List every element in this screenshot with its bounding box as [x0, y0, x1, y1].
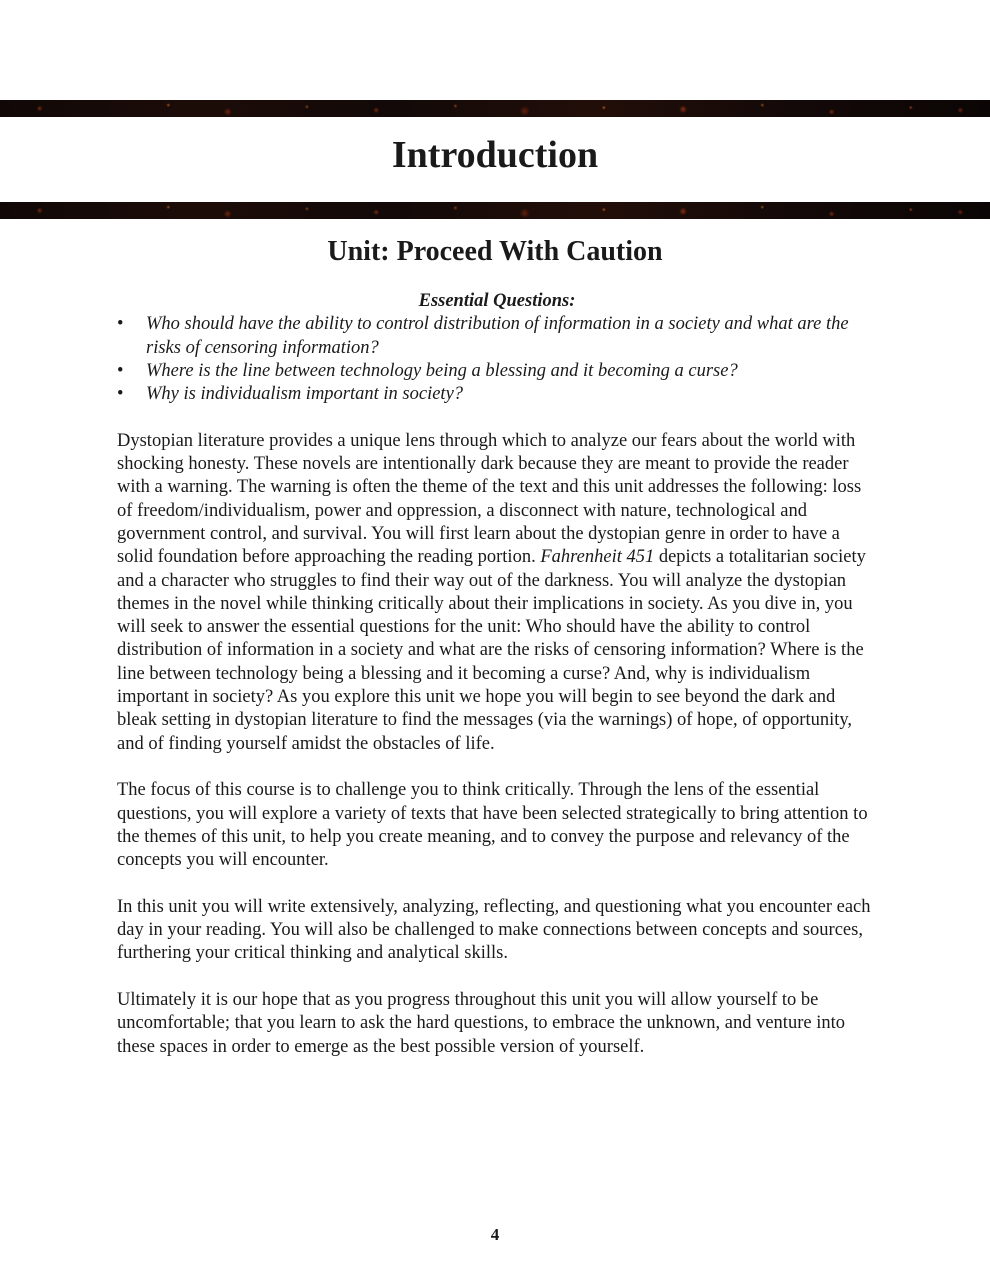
ember-banner-bottom — [0, 202, 990, 219]
closing-paragraph: Ultimately it is our hope that as you progress throughout this unit you will allow yourself to be uncomfortable; that you learn to ask the hard questions, to embrace the unknown, and venture into these spaces in order to emerge as the best possible version of yourself. — [117, 989, 845, 1057]
intro-text-end: depicts a totalitarian society and a character who struggles to find their way out of the darkness. You will analyze the dystopian themes in the novel while thinking critically about their implications in society. As you dive in, you will seek to answer the essential questions for the unit: Who should have the ability to control distribution of information in a society and what are the risks of censoring information? Where is the line between technology being a blessing and it becoming a curse? And, why is individualism important in society? As you explore this unit we hope you will begin to see beyond the dark and bleak setting in dystopian literature to find the messages (via the warnings) of hope, of opportunity, and of finding yourself amidst the obstacles of life. — [117, 547, 866, 754]
bullet-icon: • — [117, 314, 124, 335]
ember-banner-top — [0, 100, 990, 117]
intro-paragraph — [117, 430, 877, 756]
bullet-icon: • — [117, 384, 124, 405]
page-title: Introduction — [391, 134, 599, 176]
question-text: Who should have the ability to control distribution of information in a society and what are the risks of censoring information? — [146, 314, 849, 358]
page-number: 4 — [490, 1225, 500, 1244]
list-item — [117, 360, 877, 383]
intro-text-start: Dystopian literature provides a unique lens through which to analyze our fears about the world with shocking honesty. These novels are intentionally dark because they are meant to provide the reader with a warning. The warning is often the theme of the text and this unit addresses the following: loss of freedom/individualism, power and oppression, a disconnect with nature, technological and government control, and survival. You will first learn about the dystopian genre in order to have a solid foundation before approaching the reading portion. — [117, 430, 862, 568]
main-content — [117, 290, 877, 1059]
list-item — [117, 313, 877, 360]
question-text: Where is the line between technology being a blessing and it becoming a curse? — [146, 360, 738, 381]
list-item — [117, 383, 877, 406]
writing-paragraph: In this unit you will write extensively, analyzing, reflecting, and questioning what you encounter each day in your reading. You will also be challenged to make connections between concepts and sources, furthering your critical thinking and analytical skills. — [117, 896, 871, 964]
bullet-icon: • — [117, 360, 124, 381]
unit-title: Unit: Proceed With Caution — [327, 236, 663, 267]
book-title: Fahrenheit 451 — [540, 547, 655, 568]
question-text: Why is individualism important in society? — [146, 384, 464, 405]
essential-questions-list — [117, 313, 877, 406]
focus-paragraph: The focus of this course is to challenge you to think critically. Through the lens of the essential questions, you will explore a variety of texts that have been selected strategically to bring attention to the themes of this unit, to help you create meaning, and to convey the purpose and relevancy of the concepts you will encounter. — [117, 780, 868, 871]
essential-questions-heading: Essential Questions: — [418, 291, 576, 311]
